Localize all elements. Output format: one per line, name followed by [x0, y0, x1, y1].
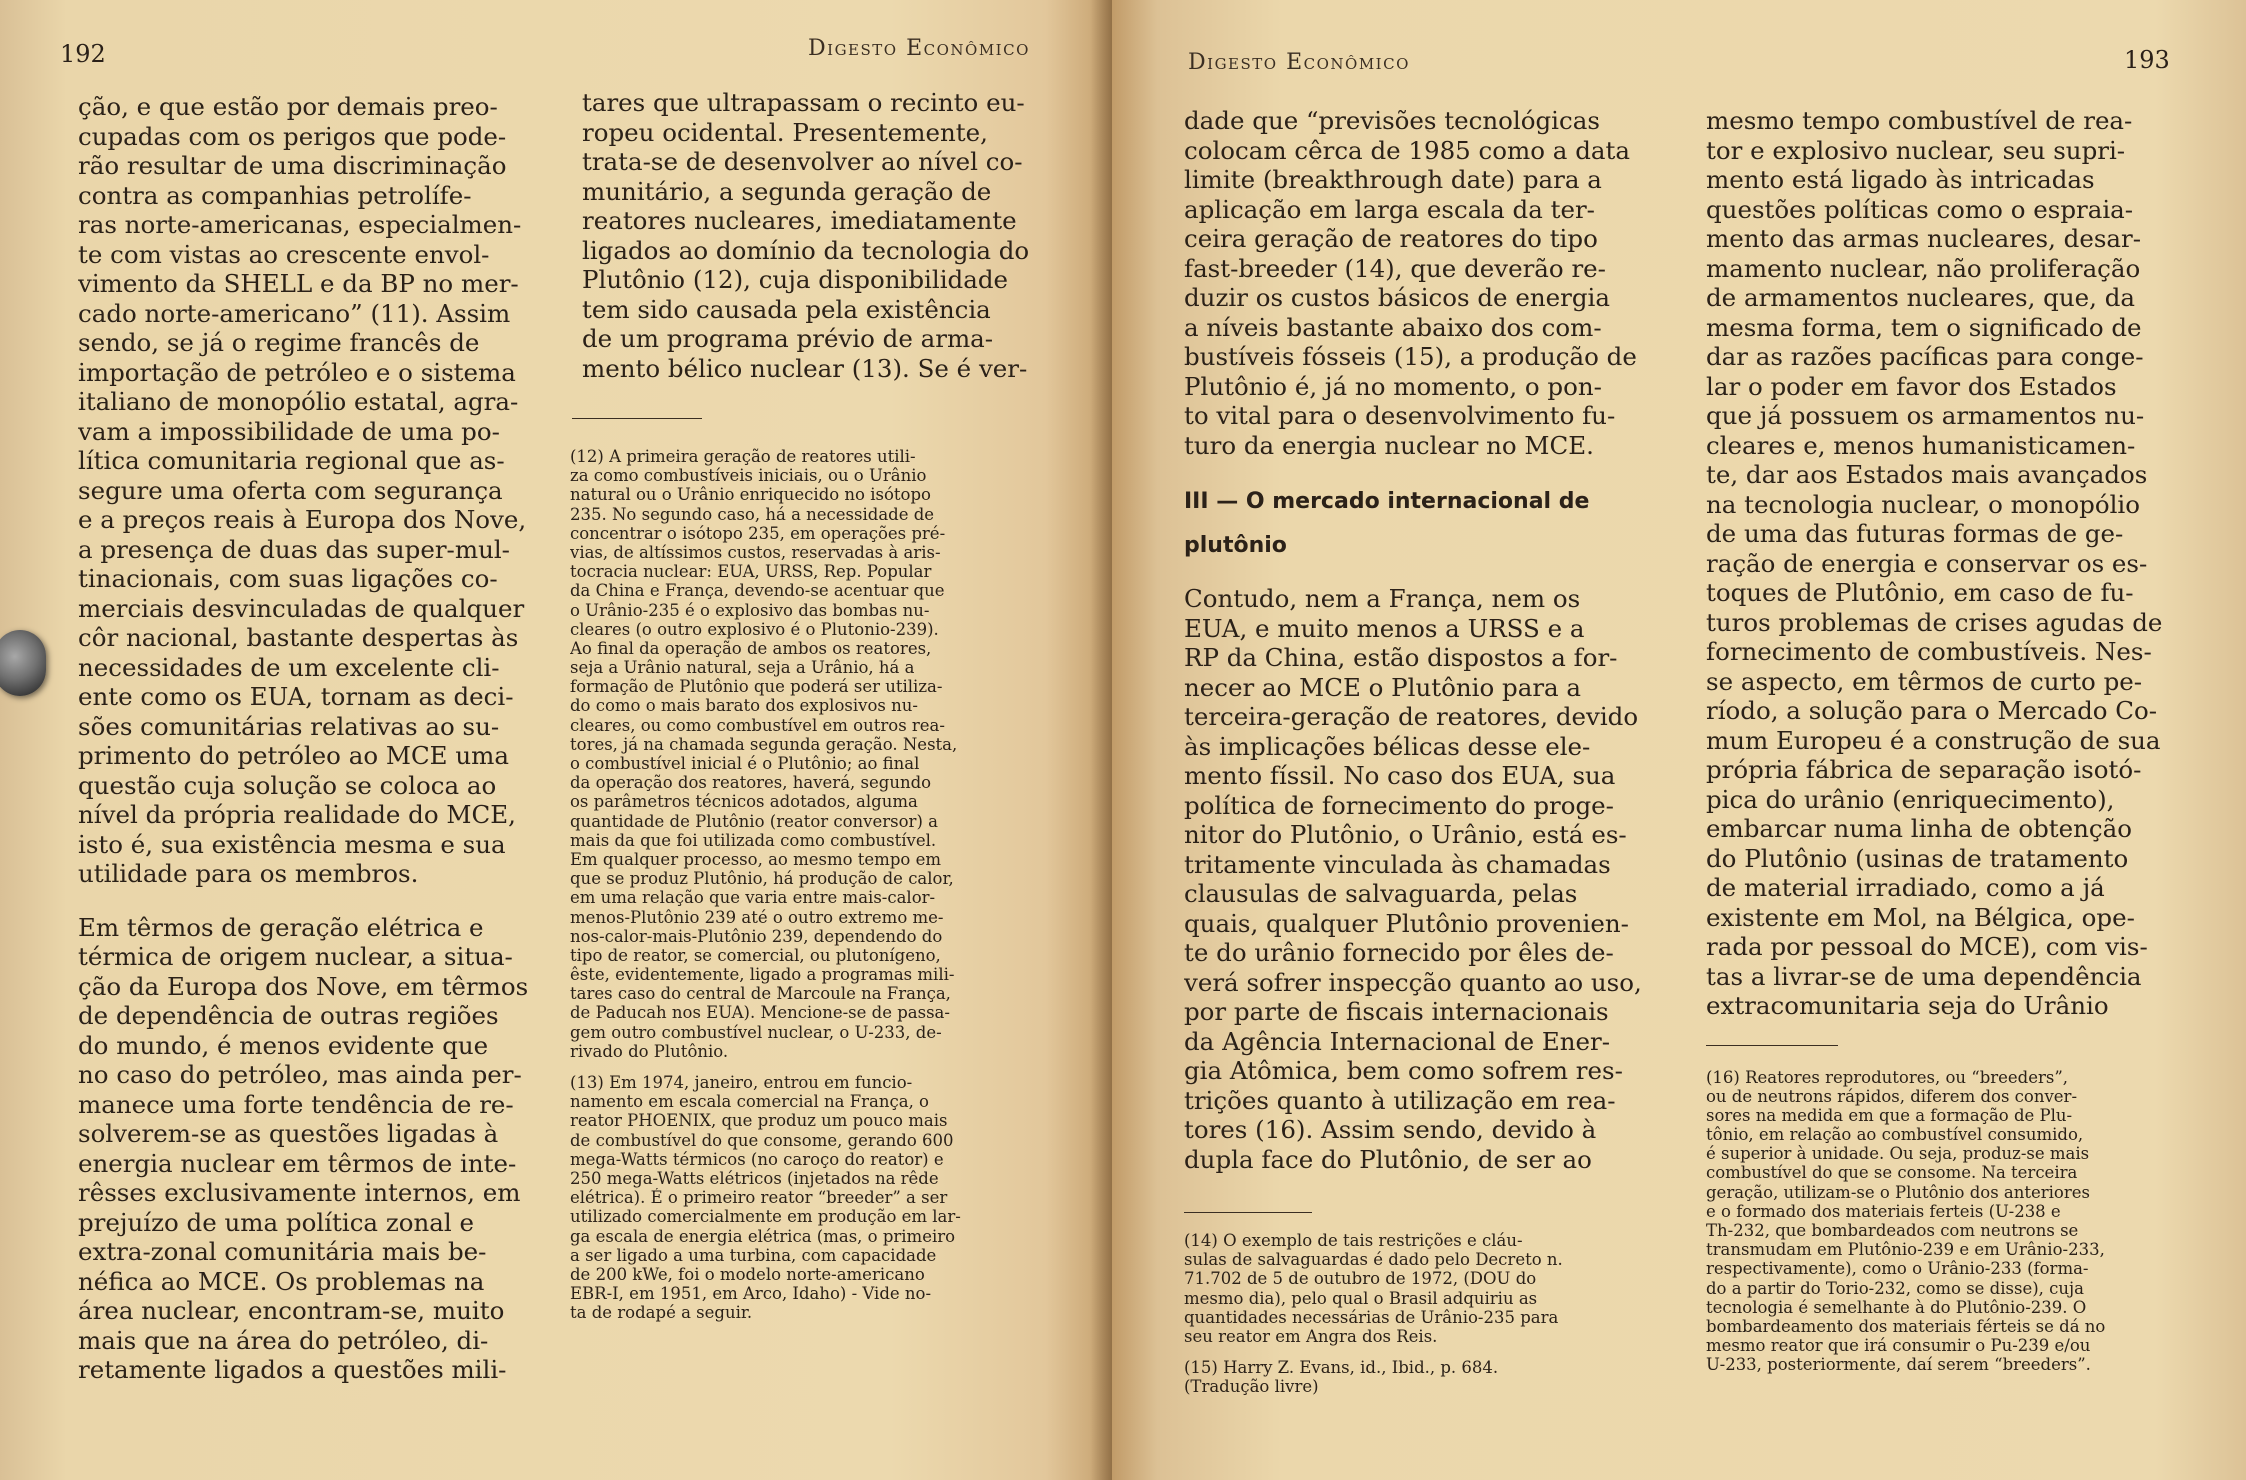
footnote-line: (14) O exemplo de tais restrições e cláu- [1184, 1231, 1523, 1250]
footnote-line: seja a Urânio natural, seja a Urânio, há a [570, 658, 915, 678]
footnote-line: cleares, ou como combustível em outros rea- [570, 715, 945, 735]
text-line: cleares e, menos humanisticamen- [1706, 430, 2136, 460]
text-line: côr nacional, bastante despertas às [78, 623, 519, 652]
footnote-line: Th-232, que bombardeados com neutrons se [1706, 1221, 2079, 1240]
text-line: prejuízo de uma política zonal e [78, 1207, 474, 1237]
text-line: te do urânio fornecido por êles de- [1184, 938, 1614, 967]
text-line: turos problemas de crises agudas de [1706, 607, 2163, 637]
text-line: turo da energia nuclear no MCE. [1184, 430, 1594, 460]
text-line: ção, e que estão por demais preo- [78, 92, 498, 121]
text-line: mento físsil. No caso dos EUA, sua [1184, 761, 1616, 790]
text-line: merciais desvinculadas de qualquer [78, 593, 525, 623]
footnote-line: U-233, posteriormente, daí serem “breeders”. [1706, 1355, 2091, 1375]
footnote-line: Ao final da operação de ambos os reatores, [570, 638, 932, 658]
text-line: embarcar numa linha de obtenção [1706, 814, 2132, 843]
text-line: to vital para o desenvolvimento fu- [1184, 401, 1616, 430]
text-line: mum Europeu é a construção de sua [1706, 725, 2161, 755]
page-number: 192 [60, 40, 106, 68]
footnote-line: sulas de salvaguardas é dado pelo Decreto n. [1184, 1250, 1563, 1270]
text-line: mento bélico nuclear (13). Se é ver- [582, 353, 1028, 383]
text-line: aplicação em larga escala da ter- [1184, 194, 1595, 224]
footnote-line: nos-calor-mais-Plutônio 239, dependendo do [570, 926, 943, 946]
text-line: área nuclear, encontram-se, muito [78, 1296, 505, 1325]
binder-clip [0, 630, 46, 696]
text-line: extracomunitaria seja do Urânio [1706, 991, 2109, 1020]
text-line: ropeu ocidental. Presentemente, [582, 117, 988, 147]
text-line: munitário, a segunda geração de [582, 176, 992, 206]
text-line: tores (16). Assim sendo, devido à [1184, 1115, 1597, 1144]
left-column-2-footnotes [570, 418, 1062, 1322]
text-line: térmica de origem nuclear, a situa- [78, 942, 513, 971]
text-line: tinacionais, com suas ligações co- [78, 564, 498, 593]
text-line: sões comunitárias relativas ao su- [78, 711, 500, 741]
text-line: ras norte-americanas, especialmen- [78, 210, 522, 239]
footnote-line: ta de rodapé a seguir. [570, 1303, 753, 1323]
footnote-line: é superior à unidade. Ou seja, produz-se mais [1706, 1144, 2090, 1164]
text-line: existente em Mol, na Bélgica, ope- [1706, 902, 2135, 932]
footnote-line: menos-Plutônio 239 até o outro extremo me- [570, 907, 944, 927]
text-line: cado norte-americano” (11). Assim [78, 298, 511, 328]
text-line: tritamente vinculada às chamadas [1184, 849, 1611, 879]
text-line: ceira geração de reatores do tipo [1184, 224, 1598, 253]
running-head: Digesto Econômico [808, 36, 1030, 61]
text-line: segure uma oferta com segurança [78, 475, 503, 505]
footnote-line: utilizado comercialmente em produção em lar- [570, 1207, 961, 1227]
text-line: mesmo tempo combustível de rea- [1706, 106, 2133, 135]
footnote-line: tocracia nuclear: EUA, URSS, Rep. Popular [570, 562, 932, 582]
text-line: ção da Europa dos Nove, em têrmos [78, 971, 529, 1001]
footnote-14 [1184, 1231, 1674, 1346]
section-heading [1184, 480, 1674, 568]
text-line: limite (breakthrough date) para a [1184, 165, 1602, 194]
text-line: de armamentos nucleares, que, da [1706, 283, 2136, 312]
footnote-line: do a partir do Torio-232, como se disse), cuja [1706, 1278, 2084, 1298]
footnote-line: em uma relação que varia entre mais-calor- [570, 888, 936, 908]
text-line: energia nuclear em têrmos de inte- [78, 1148, 517, 1178]
text-line: sendo, se já o regime francês de [78, 328, 480, 357]
text-line: italiano de monopólio estatal, agra- [78, 387, 519, 416]
right-column-2 [1706, 106, 2206, 1375]
text-line: te, dar aos Estados mais avançados [1706, 460, 2148, 489]
text-line: RP da China, estão dispostos a for- [1184, 643, 1618, 672]
footnote-line: da China e França, devendo-se acentuar que [570, 581, 945, 601]
footnote-line: Em qualquer processo, ao mesmo tempo em [570, 849, 941, 869]
text-line: toques de Plutônio, em caso de fu- [1706, 578, 2134, 607]
footnote-line: seu reator em Angra dos Reis. [1184, 1326, 1438, 1346]
footnote-line: tipo de reator, se comercial, ou plutonígeno, [570, 945, 941, 965]
right-column-1 [1184, 106, 1674, 1397]
text-line: ente como os EUA, tornam as deci- [78, 682, 514, 711]
text-line: da Agência Internacional de Ener- [1184, 1026, 1611, 1056]
footnote-line: quantidade de Plutônio (reator conversor) a [570, 811, 938, 831]
footnote-line: (12) A primeira geração de reatores utili- [570, 447, 916, 466]
text-line: trata-se de desenvolver ao nível co- [582, 147, 1023, 176]
text-line: vimento da SHELL e da BP no mer- [78, 269, 519, 298]
text-line: mesma forma, tem o significado de [1706, 312, 2142, 342]
text-line: rêsses exclusivamente internos, em [78, 1178, 521, 1207]
footnote-line: (13) Em 1974, janeiro, entrou em funcio- [570, 1073, 913, 1092]
footnote-line: (16) Reatores reprodutores, ou “breeders”, [1706, 1067, 2069, 1087]
right-page [1112, 0, 2246, 1480]
text-line: de uma das futuras formas de ge- [1706, 519, 2124, 548]
text-line: colocam cêrca de 1985 como a data [1184, 135, 1630, 165]
text-line: às implicações bélicas desse ele- [1184, 731, 1591, 761]
footnote-line: 235. No segundo caso, há a necessidade de [570, 504, 935, 524]
text-line: clausulas de salvaguarda, pelas [1184, 879, 1578, 908]
footnote-line: cleares (o outro explosivo é o Plutonio-239). [570, 619, 939, 639]
text-line: e a preços reais à Europa dos Nove, [78, 505, 527, 534]
footnote-line: reator PHOENIX, que produz um pouco mais [570, 1111, 948, 1131]
text-line: ração de energia e conservar os es- [1706, 548, 2148, 578]
text-line: na tecnologia nuclear, o monopólio [1706, 489, 2140, 519]
text-line: ríodo, a solução para o Mercado Co- [1706, 696, 2158, 725]
text-line: do mundo, é menos evidente que [78, 1030, 489, 1060]
footnote-line: transmudam em Plutônio-239 e em Urânio-233, [1706, 1240, 2105, 1260]
footnote-line: mais da que foi utilizada como combustível. [570, 830, 937, 850]
text-line: ligados ao domínio da tecnologia do [582, 235, 1030, 265]
text-line: terceira-geração de reatores, devido [1184, 702, 1639, 731]
text-line: por parte de fiscais internacionais [1184, 997, 1609, 1026]
text-line: mento está ligado às intricadas [1706, 165, 2095, 194]
text-line: mamento nuclear, não proliferação [1706, 253, 2141, 283]
text-line: fornecimento de combustíveis. Nes- [1706, 637, 2152, 666]
text-line: vam a impossibilidade de uma po- [78, 416, 500, 446]
text-line: Contudo, nem a França, nem os [1184, 584, 1581, 613]
footnote-rule [572, 418, 702, 419]
text-line: de um programa prévio de arma- [582, 324, 994, 353]
text-line: extra-zonal comunitária mais be- [78, 1237, 487, 1266]
footnote-line: do como o mais barato dos explosivos nu- [570, 696, 918, 716]
text-line: Plutônio é, já no momento, o pon- [1184, 371, 1602, 401]
footnote-line: respectivamente), como o Urânio-233 (forma- [1706, 1259, 2089, 1279]
footnote-line: EBR-I, em 1951, em Arco, Idaho) - Vide no- [570, 1284, 932, 1304]
text-line: nitor do Plutônio, o Urânio, está es- [1184, 820, 1627, 849]
footnote-line: (15) Harry Z. Evans, id., Ibid., p. 684. [1184, 1358, 1499, 1378]
text-line: manece uma forte tendência de re- [78, 1089, 514, 1119]
footnote-line: tares caso do central de Marcoule na França, [570, 984, 951, 1004]
text-line: contra as companhias petrolífe- [78, 180, 472, 210]
footnote-line: bombardeamento dos materiais férteis se dá no [1706, 1316, 2106, 1336]
left-column-2 [582, 88, 1072, 383]
footnote-rule [1184, 1212, 1312, 1213]
footnote-line: za como combustíveis iniciais, ou o Urânio [570, 466, 927, 486]
footnote-line: da operação dos reatores, haverá, segundo [570, 773, 932, 793]
footnote-line: rivado do Plutônio. [570, 1041, 729, 1061]
footnote-line: elétrica). É o primeiro reator “breeder” a ser [570, 1188, 948, 1208]
text-line: de dependência de outras regiões [78, 1001, 499, 1030]
text-line: se aspecto, em têrmos de curto pe- [1706, 666, 2143, 696]
footnote-line: natural ou o Urânio enriquecido no isótopo [570, 485, 931, 505]
section-heading-line-2: plutônio [1184, 533, 1287, 558]
footnote-line: o combustível inicial é o Plutônio; ao final [570, 754, 920, 773]
footnote-line: mega-Watts térmicos (no caroço do reator) e [570, 1149, 944, 1169]
text-line: dupla face do Plutônio, de ser ao [1184, 1144, 1592, 1174]
text-line: rão resultar de uma discriminação [78, 151, 507, 180]
text-line: retamente ligados a questões mili- [78, 1355, 507, 1384]
footnote-line: de combustível do que consome, gerando 600 [570, 1130, 954, 1150]
text-line: trições quanto à utilização em rea- [1184, 1085, 1616, 1115]
footnote-line: de 200 kWe, foi o modelo norte-americano [570, 1264, 925, 1284]
text-line: isto é, sua existência mesma e sua [78, 829, 506, 859]
footnote-line: e o formado dos materiais ferteis (U-238 e [1706, 1201, 2061, 1221]
footnote-13 [570, 1073, 1062, 1322]
text-line: gia Atômica, bem como sofrem res- [1184, 1056, 1623, 1085]
section-heading-line-1: III — O mercado internacional de [1184, 489, 1590, 514]
footnote-line: gem outro combustível nuclear, o U-233, de- [570, 1022, 942, 1042]
text-line: importação de petróleo e o sistema [78, 357, 516, 387]
footnote-line: a ser ligado a uma turbina, com capacidade [570, 1245, 937, 1265]
footnote-line: sores na medida em que a formação de Plu- [1706, 1105, 2073, 1125]
footnote-line: namento em escala comercial na França, o [570, 1092, 929, 1112]
text-line: primento do petróleo ao MCE uma [78, 741, 509, 770]
footnote-line: mesmo dia), pelo qual o Brasil adquiriu as [1184, 1288, 1538, 1308]
text-line: questões políticas como o espraia- [1706, 194, 2134, 224]
text-line: fast-breeder (14), que deverão re- [1184, 253, 1606, 283]
text-line: Plutônio (12), cuja disponibilidade [582, 265, 1009, 294]
footnote-line: ou de neutrons rápidos, diferem dos conver- [1706, 1086, 2078, 1106]
text-line: questão cuja solução se coloca ao [78, 770, 497, 800]
text-line: própria fábrica de separação isotó- [1706, 755, 2142, 784]
footnote-rule [1706, 1045, 1838, 1046]
text-line: tem sido causada pela existência [582, 294, 991, 324]
text-line: duzir os custos básicos de energia [1184, 283, 1610, 312]
footnote-line: quantidades necessárias de Urânio-235 para [1184, 1307, 1559, 1327]
text-line: bustíveis fósseis (15), a produção de [1184, 342, 1637, 371]
footnote-line: os parâmetros técnicos adotados, alguma [570, 792, 918, 812]
text-line: reatores nucleares, imediatamente [582, 206, 1017, 235]
footnote-line: mesmo reator que irá consumir o Pu-239 e/ou [1706, 1336, 2091, 1356]
text-line: política de fornecimento do proge- [1184, 790, 1614, 820]
text-line: mais que na área do petróleo, di- [78, 1325, 489, 1355]
text-line: no caso do petróleo, mas ainda per- [78, 1060, 522, 1089]
text-line: dade que “previsões tecnológicas [1184, 106, 1600, 135]
page-number: 193 [2124, 46, 2170, 74]
text-line: utilidade para os membros. [78, 859, 419, 888]
text-line: rada por pessoal do MCE), com vis- [1706, 932, 2148, 961]
text-line: tas a livrar-se de uma dependência [1706, 961, 2142, 991]
footnote-line: formação de Plutônio que poderá ser utiliza- [570, 677, 943, 697]
text-line: de material irradiado, como a já [1706, 873, 2105, 902]
text-line: dar as razões pacíficas para conge- [1706, 342, 2144, 371]
text-line: necer ao MCE o Plutônio para a [1184, 672, 1582, 702]
footnote-line: tecnologia é semelhante à do Plutônio-239. O [1706, 1297, 2087, 1317]
footnote-line: êste, evidentemente, ligado a programas mili- [570, 965, 955, 985]
footnote-line: combustível do que se consome. Na terceira [1706, 1163, 2078, 1183]
footnote-line: o Urânio-235 é o explosivo das bombas nu- [570, 600, 930, 620]
footnote-15 [1184, 1358, 1674, 1396]
footnote-line: concentrar o isótopo 235, em operações pré- [570, 523, 946, 543]
footnote-line: ga escala de energia elétrica (mas, o primeiro [570, 1226, 956, 1246]
text-line: que já possuem os armamentos nu- [1706, 401, 2145, 430]
footnote-line: (Tradução livre) [1184, 1377, 1319, 1397]
text-line: tor e explosivo nuclear, seu supri- [1706, 135, 2126, 165]
footnote-line: que se produz Plutônio, há produção de calor, [570, 869, 954, 889]
running-head: Digesto Econômico [1188, 50, 1410, 75]
footnote-line: tores, já na chamada segunda geração. Nesta, [570, 734, 958, 754]
footnote-12 [570, 447, 1062, 1061]
text-line: tares que ultrapassam o recinto eu- [582, 88, 1025, 117]
text-line: a níveis bastante abaixo dos com- [1184, 312, 1602, 342]
text-line: cupadas com os perigos que pode- [78, 121, 507, 151]
text-line: Em têrmos de geração elétrica e [78, 912, 484, 942]
text-line: pica do urânio (enriquecimento), [1706, 784, 2115, 814]
text-line: do Plutônio (usinas de tratamento [1706, 843, 2129, 873]
footnote-line: 71.702 de 5 de outubro de 1972, (DOU do [1184, 1269, 1537, 1289]
text-line: EUA, e muito menos a URSS e a [1184, 613, 1585, 643]
footnote-line: tônio, em relação ao combustível consumido, [1706, 1125, 2084, 1145]
left-page [0, 0, 1112, 1480]
text-line: quais, qualquer Plutônio provenien- [1184, 908, 1629, 938]
text-line: a presença de duas das super-mul- [78, 534, 510, 564]
footnote-16 [1706, 1068, 2206, 1375]
text-line: necessidades de um excelente cli- [78, 652, 500, 682]
text-line: néfica ao MCE. Os problemas na [78, 1266, 485, 1296]
text-line: verá sofrer inspecção quanto ao uso, [1184, 967, 1642, 997]
text-line: te com vistas ao crescente envol- [78, 239, 490, 269]
text-line: solverem-se as questões ligadas à [78, 1119, 499, 1148]
footnote-line: de Paducah nos EUA). Mencione-se de passa- [570, 1003, 950, 1023]
text-line: mento das armas nucleares, desar- [1706, 224, 2141, 253]
footnote-line: geração, utilizam-se o Plutônio dos anteriores [1706, 1182, 2090, 1202]
left-column-1 [78, 92, 538, 1385]
text-line: nível da própria realidade do MCE, [78, 800, 516, 829]
footnote-line: vias, de altíssimos custos, reservadas à aris- [570, 542, 941, 562]
text-line: lítica comunitaria regional que as- [78, 446, 505, 475]
footnote-line: 250 mega-Watts elétricos (injetados na rêde [570, 1168, 939, 1188]
text-line: lar o poder em favor dos Estados [1706, 371, 2117, 401]
